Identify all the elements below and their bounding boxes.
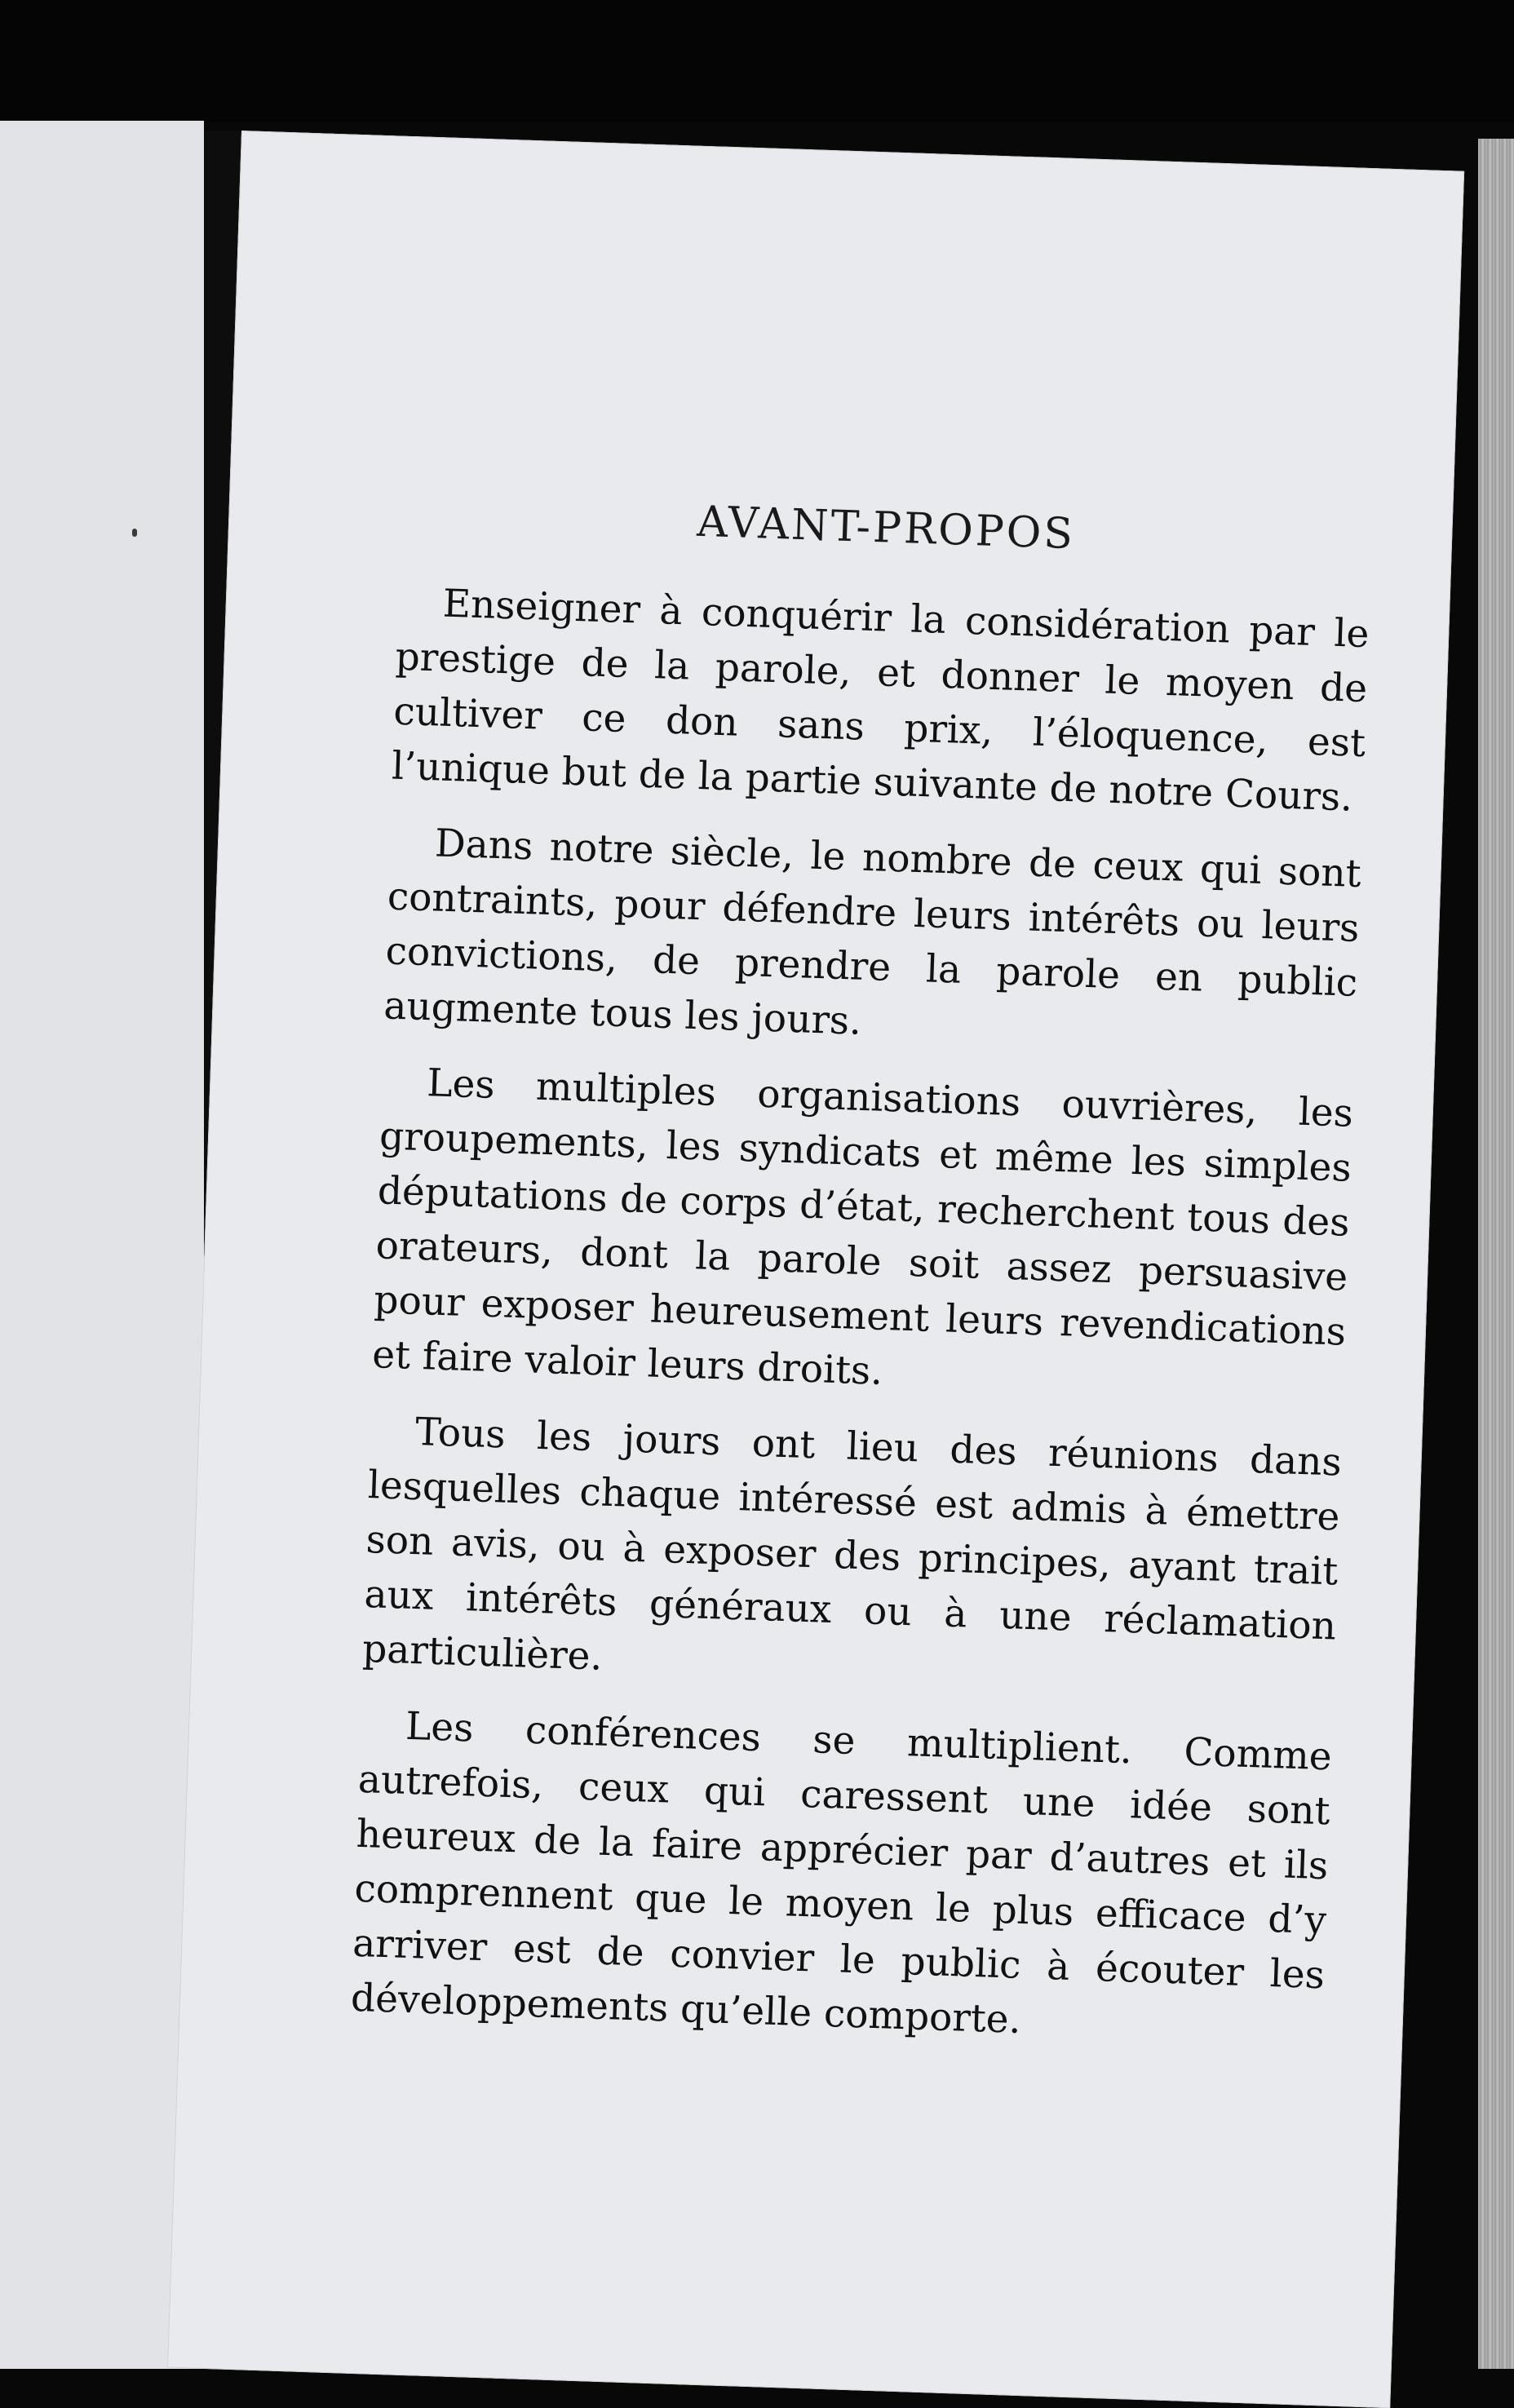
paragraph-2: Dans notre siècle, le nombre de ceux qui sont contraints, pour défendre leurs intérêts ou leurs convictions, de prendre la parole en public augmente tous les jours.: [383, 821, 1362, 1045]
paragraph-1: Enseigner à conquérir la considération par le prestige de la parole, et donner le moyen de cultiver ce don sans prix, l’éloquence, est l’unique but de la partie suivante de notre Cours.: [391, 581, 1370, 821]
paragraph-3: Les multiples organisations ouvrières, les groupements, les syndicats et même les simples députations de corps d’état, recherchent tous des orateurs, dont la parole soit assez persuasive pour exposer heureusement leurs revendications et faire valoir leurs droits.: [371, 1060, 1354, 1395]
page-edges-right: [1478, 139, 1514, 2369]
facing-page-left: [0, 121, 204, 2369]
paragraph-5: Les conférences se multiplient. Comme autrefois, ceux qui caressent une idée sont heureux de la faire apprécier par d’autres et ils comprennent que le moyen le plus efficace d’y arriver est de convier le public à écouter les développements qu’elle comporte.: [350, 1704, 1333, 2043]
paragraph-4: Tous les jours ont lieu des réunions dans lesquelles chaque intéressé est admis à émettre son avis, ou à exposer des principes, ayant trait aux intérêts généraux ou à une réclamation particulière.: [361, 1410, 1343, 1680]
page-heading: AVANT-PROPOS: [696, 497, 1076, 560]
scan-background-top: [0, 0, 1514, 122]
page-text-block: [349, 487, 1373, 2079]
ink-speck: [132, 529, 137, 537]
book-page: [167, 131, 1464, 2408]
